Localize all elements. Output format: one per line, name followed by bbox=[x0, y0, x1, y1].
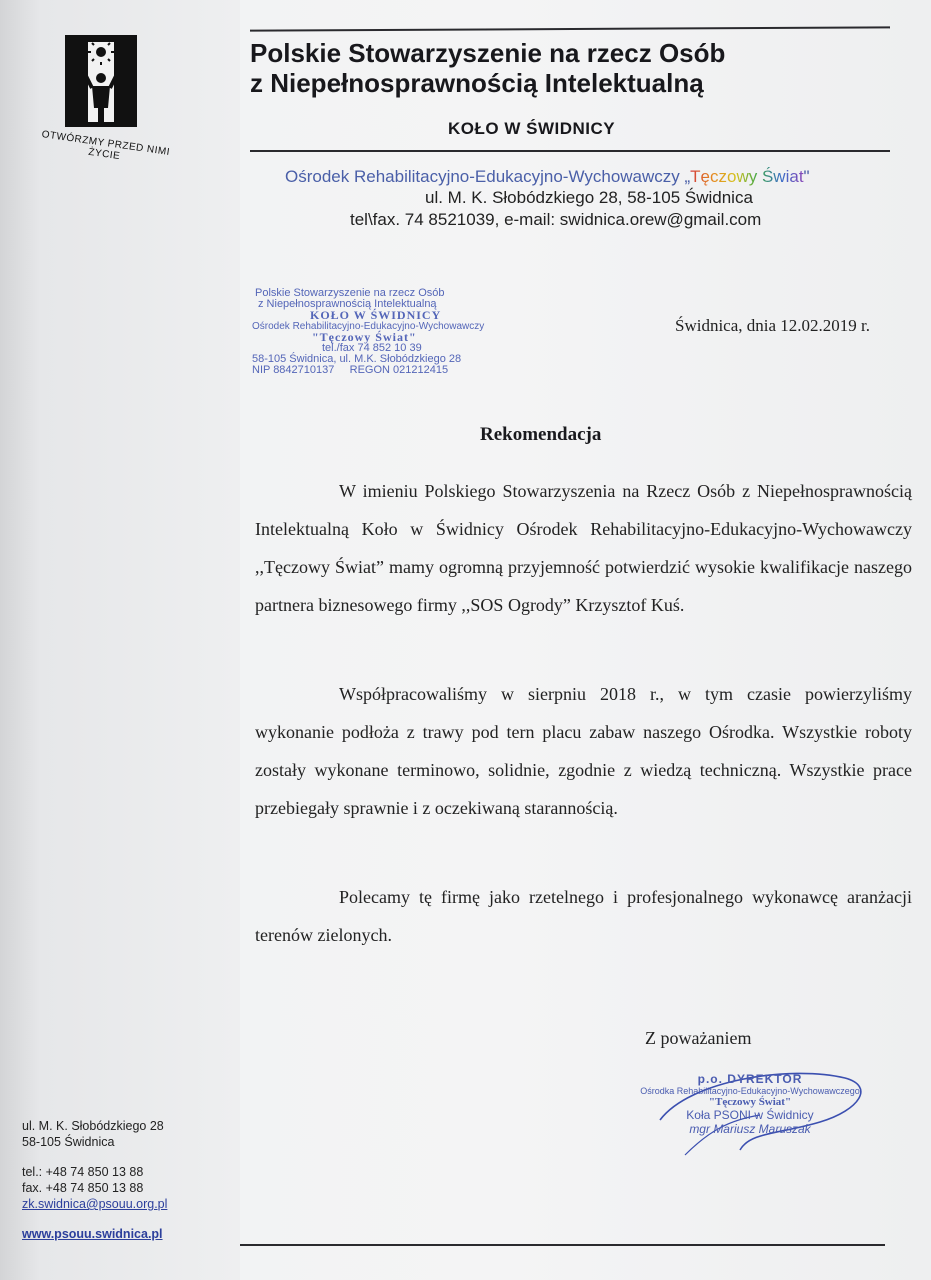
letterhead-sidebar bbox=[0, 0, 240, 1280]
center-name bbox=[285, 167, 810, 187]
center-name-suffix: " bbox=[803, 167, 810, 186]
closing-salutation: Z poważaniem bbox=[645, 1028, 752, 1048]
stamp-line7: 58-105 Świdnica, ul. M.K. Słobódzkiego 28 bbox=[252, 353, 462, 365]
stamp-line5: "Tęczowy Świat" bbox=[312, 330, 417, 344]
header-rule bbox=[250, 150, 890, 152]
footer-tel: tel.: +48 74 850 13 88 bbox=[22, 1165, 144, 1179]
organization-stamp bbox=[252, 288, 522, 376]
footer-fax: fax. +48 74 850 13 88 bbox=[22, 1181, 144, 1195]
letterhead-address: ul. M. K. Słobódzkiego 28, 58-105 Świdnica bbox=[425, 188, 753, 207]
logo-motto: OTWÓRZMY PRZED NIMI ŻYCIE bbox=[40, 129, 171, 163]
signature-title: p.o. DYREKTOR bbox=[697, 1072, 803, 1086]
org-name-line2: z Niepełnosprawnością Intelektualną bbox=[250, 68, 704, 98]
organization-name bbox=[250, 38, 890, 98]
footer-address2: 58-105 Świdnica bbox=[22, 1135, 115, 1149]
footer-email-link[interactable]: zk.swidnica@psouu.org.pl bbox=[22, 1197, 168, 1211]
letter-date: Świdnica, dnia 12.02.2019 r. bbox=[675, 316, 871, 335]
stamp-line3: KOŁO W ŚWIDNICY bbox=[310, 308, 442, 322]
top-rule bbox=[250, 26, 890, 31]
footer-rule bbox=[240, 1244, 885, 1246]
center-name-prefix: Ośrodek Rehabilitacyjno-Edukacyjno-Wychowawczy „ bbox=[285, 167, 691, 186]
stamp-line8: NIP 8842710137 REGON 021212415 bbox=[252, 364, 449, 376]
footer-address1: ul. M. K. Słobódzkiego 28 bbox=[22, 1119, 164, 1133]
stamp-line2: z Niepełnosprawnością Intelektualną bbox=[258, 298, 437, 310]
letter-heading: Rekomendacja bbox=[480, 424, 602, 445]
signature-person: mgr Mariusz Maruszak bbox=[689, 1122, 811, 1136]
organization-logo bbox=[34, 30, 174, 180]
letterhead-contact: tel\fax. 74 8521039, e-mail: swidnica.orew@gmail.com bbox=[350, 210, 762, 229]
signature-stamp bbox=[630, 1072, 870, 1136]
paragraph-3: Polecamy tę firmę jako rzetelnego i profesjonalnego wykonawcę aranżacji terenów zielonych. bbox=[255, 887, 912, 945]
stamp-line4: Ośrodek Rehabilitacyjno-Edukacyjno-Wychowawczy bbox=[252, 321, 485, 332]
paragraph-2: Współpracowaliśmy w sierpniu 2018 r., w tym czasie powierzyliśmy wykonanie podłoża z trawy pod tern placu zabaw naszego Ośrodka. Wszystkie roboty zostały wykonane terminowo, solidnie, zgodnie z wiedzą techniczną. Wszystkie prace przebiegały sprawnie i z oczekiwaną starannością. bbox=[255, 684, 912, 818]
branch-name: KOŁO W ŚWIDNICY bbox=[448, 119, 616, 138]
stamp-line6: tel./fax 74 852 10 39 bbox=[322, 342, 422, 354]
paragraph-1: W imieniu Polskiego Stowarzyszenia na Rzecz Osób z Niepełnosprawnością Intelektualną Koło w Świdnicy Ośrodek Rehabilitacyjno-Edukacyjno-Wychowawczy ,,Tęczowy Świat” mamy ogromną przyjemność potwierdzić wysokie kwalifikacje naszego partnera biznesowego firmy ,,SOS Ogrody” Krzysztof Kuś. bbox=[255, 481, 912, 615]
center-name-rainbow: Tęczowy Świat bbox=[690, 167, 804, 186]
footer-website-link[interactable]: www.psouu.swidnica.pl bbox=[22, 1227, 163, 1241]
stamp-line1: Polskie Stowarzyszenie na rzecz Osób bbox=[255, 287, 445, 299]
org-name-line1: Polskie Stowarzyszenie na rzecz Osób bbox=[250, 38, 726, 68]
footer-contact bbox=[22, 1118, 167, 1242]
signature-branch: Koła PSONI w Świdnicy bbox=[686, 1108, 814, 1122]
signature-center: "Tęczowy Świat" bbox=[708, 1096, 792, 1108]
signature-unit: Ośrodka Rehabilitacyjno-Edukacyjno-Wychowawczego bbox=[640, 1086, 860, 1096]
signature-block bbox=[630, 1060, 890, 1170]
